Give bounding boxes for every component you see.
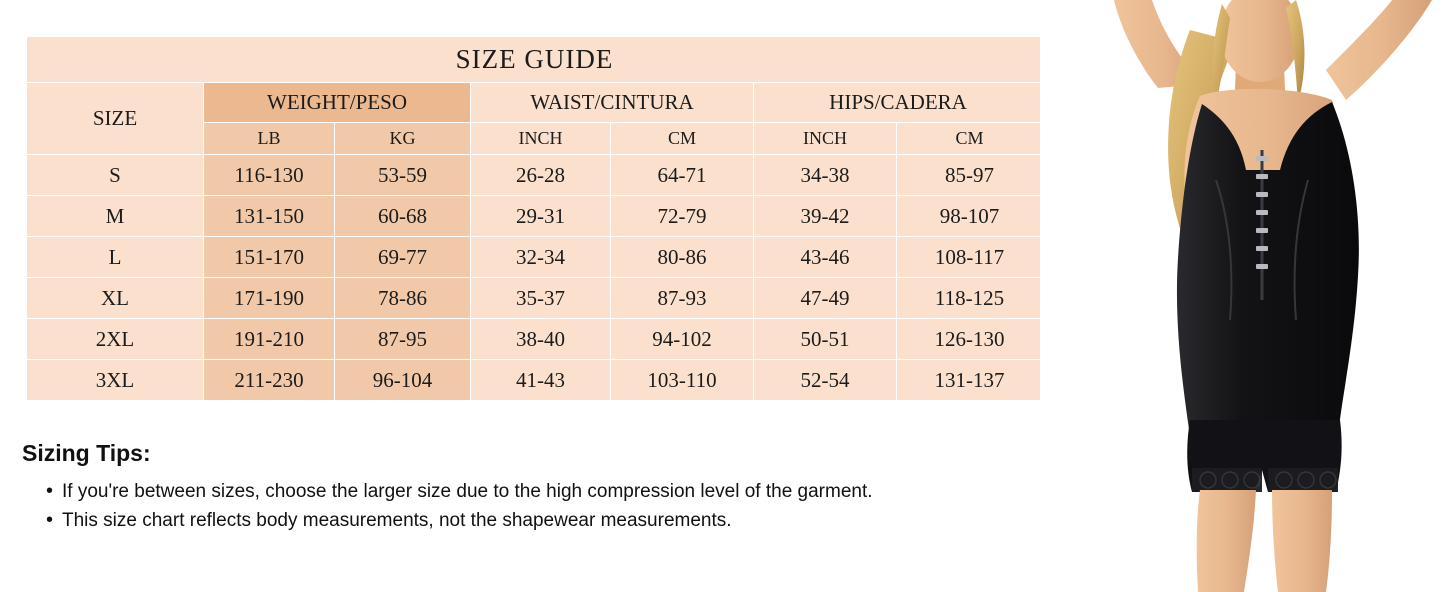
- cell-weight-lb: 131-150: [204, 196, 335, 237]
- sizing-tips-heading: Sizing Tips:: [22, 440, 151, 466]
- group-header-weight: WEIGHT/PESO: [204, 83, 471, 123]
- cell-weight-kg: 87-95: [335, 319, 471, 360]
- size-chart: [26, 36, 1042, 401]
- cell-waist-cm: 64-71: [611, 155, 754, 196]
- cell-hips-cm: 108-117: [897, 237, 1043, 278]
- cell-waist-inch: 41-43: [471, 360, 611, 401]
- model-illustration: [1040, 0, 1445, 592]
- cell-hips-cm: 118-125: [897, 278, 1043, 319]
- cell-weight-kg: 60-68: [335, 196, 471, 237]
- cell-hips-cm: 126-130: [897, 319, 1043, 360]
- cell-size: 2XL: [27, 319, 204, 360]
- cell-size: L: [27, 237, 204, 278]
- cell-hips-inch: 52-54: [754, 360, 897, 401]
- table-title-row: [27, 37, 1043, 83]
- unit-header-weight-lb: LB: [204, 123, 335, 155]
- cell-weight-lb: 151-170: [204, 237, 335, 278]
- table-row: [27, 319, 1043, 360]
- cell-waist-cm: 80-86: [611, 237, 754, 278]
- cell-hips-cm: 131-137: [897, 360, 1043, 401]
- cell-size: M: [27, 196, 204, 237]
- table-row: [27, 196, 1043, 237]
- group-header-row: [27, 83, 1043, 123]
- cell-weight-kg: 69-77: [335, 237, 471, 278]
- sizing-tips: [22, 440, 982, 536]
- table-row: [27, 237, 1043, 278]
- unit-header-hips-cm: CM: [897, 123, 1043, 155]
- cell-size: 3XL: [27, 360, 204, 401]
- unit-header-weight-kg: KG: [335, 123, 471, 155]
- model-photo: [1040, 0, 1445, 592]
- cell-waist-cm: 94-102: [611, 319, 754, 360]
- cell-waist-cm: 72-79: [611, 196, 754, 237]
- cell-weight-kg: 78-86: [335, 278, 471, 319]
- cell-hips-inch: 39-42: [754, 196, 897, 237]
- cell-waist-cm: 87-93: [611, 278, 754, 319]
- cell-weight-lb: 211-230: [204, 360, 335, 401]
- page-title: SIZE GUIDE: [27, 37, 1043, 83]
- cell-waist-cm: 103-110: [611, 360, 754, 401]
- cell-size: S: [27, 155, 204, 196]
- list-item: • If you're between sizes, choose the larger size due to the high compression level of the garment.: [46, 477, 982, 506]
- cell-waist-inch: 29-31: [471, 196, 611, 237]
- cell-weight-lb: 116-130: [204, 155, 335, 196]
- table-row: [27, 278, 1043, 319]
- cell-hips-cm: 85-97: [897, 155, 1043, 196]
- cell-waist-inch: 26-28: [471, 155, 611, 196]
- cell-hips-inch: 47-49: [754, 278, 897, 319]
- cell-hips-inch: 43-46: [754, 237, 897, 278]
- table-row: [27, 155, 1043, 196]
- cell-size: XL: [27, 278, 204, 319]
- table-row: [27, 360, 1043, 401]
- sizing-tips-list: [22, 477, 982, 536]
- cell-weight-kg: 53-59: [335, 155, 471, 196]
- list-item: • This size chart reflects body measurements, not the shapewear measurements.: [46, 506, 982, 535]
- group-header-waist: WAIST/CINTURA: [471, 83, 754, 123]
- cell-weight-lb: 191-210: [204, 319, 335, 360]
- unit-header-hips-inch: INCH: [754, 123, 897, 155]
- cell-waist-inch: 35-37: [471, 278, 611, 319]
- cell-hips-inch: 50-51: [754, 319, 897, 360]
- size-table: [26, 36, 1043, 401]
- cell-waist-inch: 38-40: [471, 319, 611, 360]
- unit-header-waist-cm: CM: [611, 123, 754, 155]
- cell-weight-kg: 96-104: [335, 360, 471, 401]
- cell-weight-lb: 171-190: [204, 278, 335, 319]
- cell-waist-inch: 32-34: [471, 237, 611, 278]
- size-column-header: SIZE: [27, 83, 204, 155]
- cell-hips-inch: 34-38: [754, 155, 897, 196]
- group-header-hips: HIPS/CADERA: [754, 83, 1043, 123]
- unit-header-waist-inch: INCH: [471, 123, 611, 155]
- cell-hips-cm: 98-107: [897, 196, 1043, 237]
